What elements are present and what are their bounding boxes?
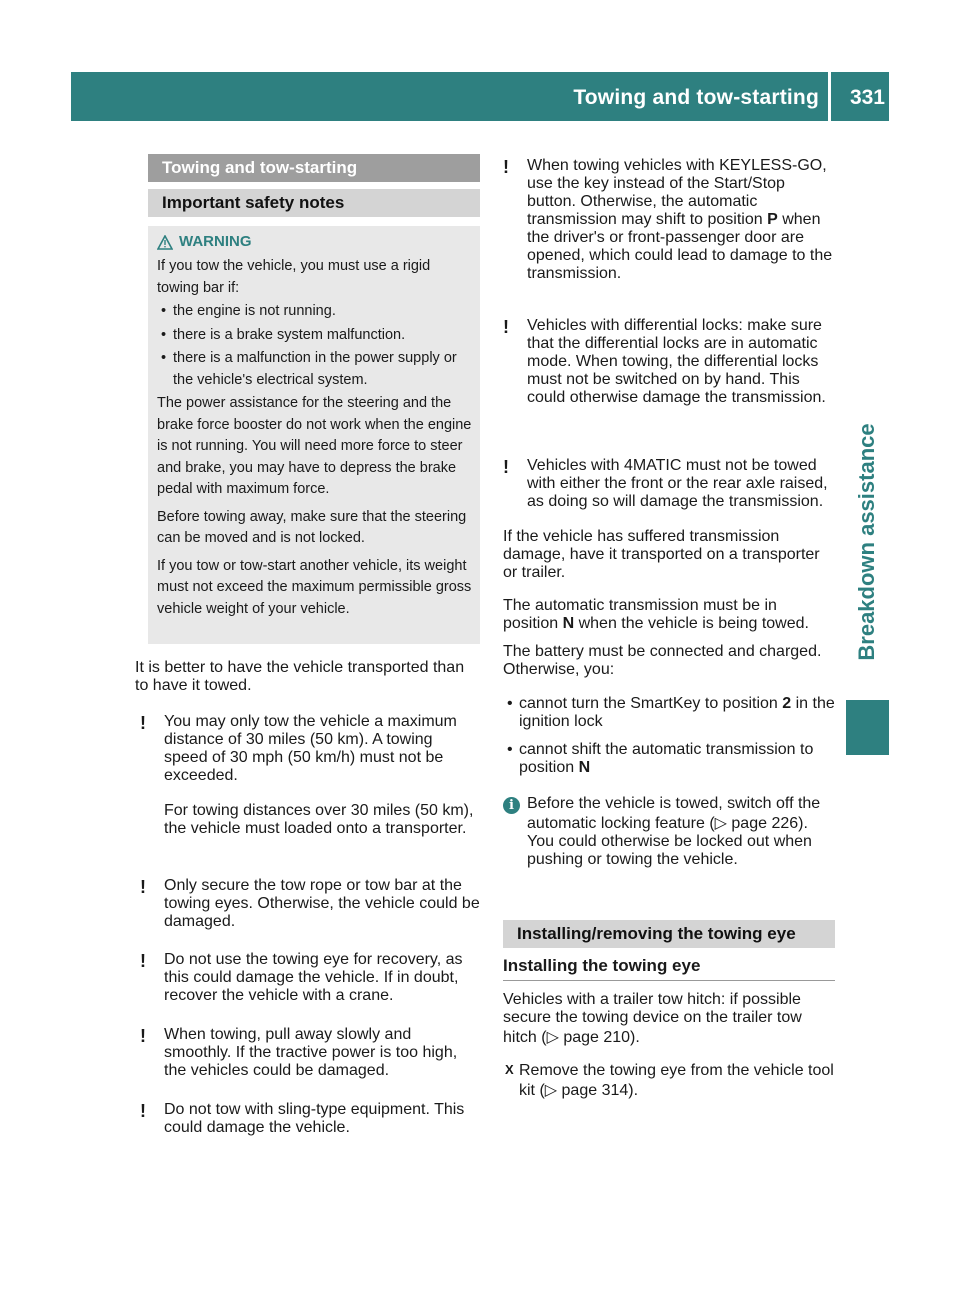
key-position: 2	[782, 695, 792, 712]
exclamation-icon: !	[140, 1101, 146, 1121]
list-text: cannot shift the automatic transmission to position	[519, 741, 814, 776]
exclamation-icon: !	[503, 457, 509, 477]
page-header	[71, 72, 889, 121]
subsection-title-safety: Important safety notes	[148, 189, 480, 217]
exclamation-icon: !	[140, 877, 146, 897]
gear-position: N	[578, 759, 591, 776]
caution-note	[140, 1026, 481, 1080]
side-tab-marker	[846, 700, 889, 755]
list-item	[503, 695, 835, 731]
note-text: when the driver's or front-passenger door are opened, which could lead to damage to the transmission.	[527, 211, 833, 282]
warning-bullet: • there is a malfunction in the power supply or the vehicle's electrical system.	[157, 348, 472, 391]
warning-label: WARNING	[179, 233, 252, 251]
header-divider	[828, 72, 831, 121]
info-icon: i	[503, 797, 520, 814]
note-text: Before the vehicle is towed, switch off the automatic locking feature (▷ page 226). You could otherwise be locked out when pushing or towing the vehicle.	[527, 795, 821, 868]
caution-note	[503, 457, 835, 511]
list-item	[503, 741, 835, 777]
subsection-heading: Installing the towing eye	[503, 956, 835, 981]
page-number: 331	[849, 86, 885, 109]
note-text: Vehicles with differential locks: make sure that the differential locks are in automatic mode. When towing, the differential locks must not be switched on by hand. This could otherwise damage the transmission.	[527, 317, 826, 406]
note-text: When towing vehicles with KEYLESS-GO, use the key instead of the Start/Stop button. Otherwise, the automatic transmission may shift to position	[527, 157, 827, 228]
gear-position: P	[767, 211, 778, 228]
caution-note	[140, 951, 481, 1005]
warning-bullet: • there is a brake system malfunction.	[157, 325, 472, 347]
info-note	[503, 795, 835, 869]
exclamation-icon: !	[503, 317, 509, 337]
header-title: Towing and tow-starting	[573, 86, 819, 109]
caution-note	[140, 1101, 481, 1137]
body-text: The automatic transmission must be in position	[503, 597, 777, 632]
exclamation-icon: !	[140, 951, 146, 971]
list-text: cannot turn the SmartKey to position	[519, 695, 783, 712]
caution-note	[503, 317, 835, 407]
section-title-towing: Towing and tow-starting	[148, 154, 480, 182]
note-text: When towing, pull away slowly and smoothly. If the tractive power is too high, the vehicles could be damaged.	[164, 1026, 458, 1079]
warning-title	[157, 230, 472, 254]
side-tab-label-wrap	[847, 392, 887, 692]
body-paragraph: If the vehicle has suffered transmission damage, have it transported on a transporter or trailer.	[503, 528, 820, 581]
warning-intro: If you tow the vehicle, you must use a rigid towing bar if:	[157, 258, 431, 296]
note-text: Vehicles with 4MATIC must not be towed with either the front or the rear axle raised, as doing so will damage the transmission.	[527, 457, 828, 510]
body-paragraph: The battery must be connected and charged. Otherwise, you:	[503, 643, 822, 678]
side-tab-label: Breakdown assistance	[854, 423, 879, 661]
note-text: Do not tow with sling-type equipment. This could damage the vehicle.	[164, 1101, 465, 1136]
note-text: You may only tow the vehicle a maximum distance of 30 miles (50 km). A towing speed of 30 mph (50 km/h) must not be exceeded.	[164, 713, 457, 784]
exclamation-icon: !	[503, 157, 509, 177]
note-text: Only secure the tow rope or tow bar at the towing eyes. Otherwise, the vehicle could be damaged.	[164, 877, 480, 930]
note-text: Do not use the towing eye for recovery, as this could damage the vehicle. If in doubt, recover the vehicle with a crane.	[164, 951, 463, 1004]
caution-note	[503, 157, 835, 283]
body-text: when the vehicle is being towed.	[574, 615, 809, 632]
body-paragraph: It is better to have the vehicle transported than to have it towed.	[135, 659, 465, 694]
warning-triangle-icon	[157, 235, 173, 250]
warning-paragraph: If you tow or tow-start another vehicle, its weight must not exceed the maximum permissible gross vehicle weight of your vehicle.	[157, 557, 472, 617]
caution-note	[140, 713, 473, 785]
body-paragraph: Vehicles with a trailer tow hitch: if possible secure the towing device on the trailer tow hitch (▷ page 210).	[503, 991, 802, 1046]
section-title-towing-eye: Installing/removing the towing eye	[503, 920, 835, 948]
warning-paragraph: Before towing away, make sure that the steering can be moved and is not locked.	[157, 508, 467, 546]
exclamation-icon: !	[140, 1026, 146, 1046]
caution-note	[140, 877, 481, 931]
instruction-step: X Remove the towing eye from the vehicle tool kit (▷ page 314).	[503, 1062, 835, 1100]
warning-paragraph: The power assistance for the steering and the brake force booster do not work when the engine is not running. You will need more force to steer and brake, you may have to depress the brake pedal with maximum force.	[157, 395, 472, 497]
note-continuation: For towing distances over 30 miles (50 km), the vehicle must loaded onto a transporter.	[164, 802, 474, 837]
warning-bullet: • the engine is not running.	[157, 301, 472, 323]
exclamation-icon: !	[140, 713, 146, 733]
gear-position: N	[562, 615, 575, 632]
list-text: in the ignition lock	[519, 695, 835, 730]
warning-box	[148, 226, 480, 644]
body-paragraph	[503, 597, 835, 633]
